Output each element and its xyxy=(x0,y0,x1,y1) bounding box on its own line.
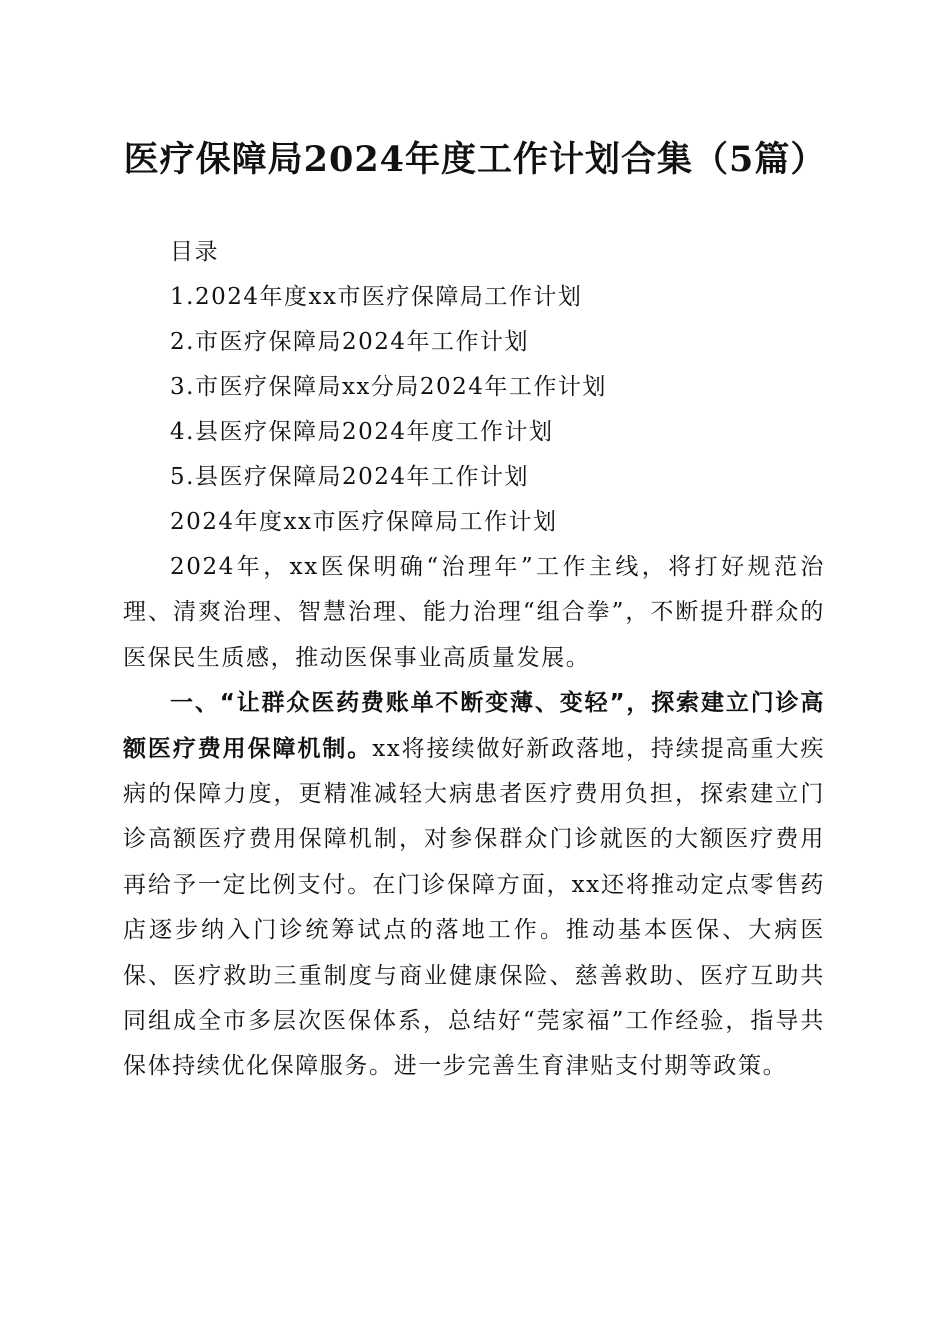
section-title: 2024年度xx市医疗保障局工作计划 xyxy=(170,509,558,535)
point-1-heading: 一、“让群众医药费账单不断变薄、变轻”，探索建立门诊高额医疗费用保障机制。 xyxy=(123,690,825,762)
document-title: 医疗保障局2024年度工作计划合集（5篇） xyxy=(123,139,827,180)
table-of-contents xyxy=(170,230,850,545)
toc-heading: 目录 xyxy=(170,239,219,265)
toc-item: 5.县医疗保障局2024年工作计划 xyxy=(170,464,529,490)
point-1-body: xx将接续做好新政落地，持续提高重大疾病的保障力度，更精准减轻大病患者医疗费用负担，探索建立门诊高额医疗费用保障机制，对参保群众门诊就医的大额医疗费用再给予一定比例支付。在门诊保障方面，xx还将推动定点零售药店逐步纳入门诊统筹试点的落地工作。推动基本医保、大病医保、医疗救助三重制度与商业健康保险、慈善救助、医疗互助共同组成全市多层次医保体系，总结好“莞家福”工作经验，指导共保体持续优化保障服务。进一步完善生育津贴支付期等政策。 xyxy=(123,735,826,1080)
toc-item: 2.市医疗保障局2024年工作计划 xyxy=(170,329,529,355)
point-1-paragraph xyxy=(123,681,825,1090)
toc-item: 1.2024年度xx市医疗保障局工作计划 xyxy=(170,284,583,310)
intro-paragraph: 2024年，xx医保明确“治理年”工作主线，将打好规范治理、清爽治理、智慧治理、能力治理“组合拳”，不断提升群众的医保民生质感，推动医保事业高质量发展。 xyxy=(123,554,825,671)
toc-item: 3.市医疗保障局xx分局2024年工作计划 xyxy=(170,374,607,400)
toc-item: 4.县医疗保障局2024年度工作计划 xyxy=(170,419,554,445)
body-text xyxy=(123,545,825,1090)
